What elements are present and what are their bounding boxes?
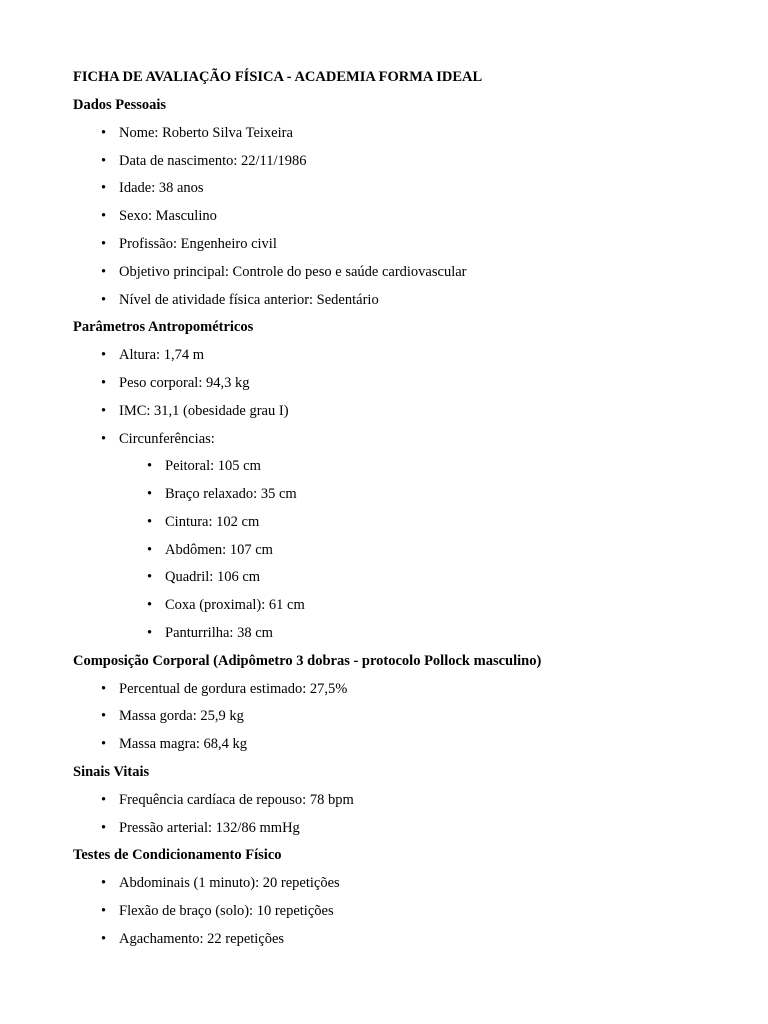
- list-item: • IMC: 31,1 (obesidade grau I): [119, 402, 289, 420]
- sub-list-item: • Panturrilha: 38 cm: [165, 624, 273, 642]
- list-item: • Massa magra: 68,4 kg: [119, 735, 247, 753]
- list-item: • Sexo: Masculino: [119, 207, 217, 225]
- list-item: • Data de nascimento: 22/11/1986: [119, 152, 307, 170]
- section-heading-sinais-vitais: Sinais Vitais: [73, 764, 150, 780]
- list-item: • Abdominais (1 minuto): 20 repetições: [119, 874, 340, 892]
- list-item: • Peso corporal: 94,3 kg: [119, 374, 249, 392]
- section-heading-antropometricos: Parâmetros Antropométricos: [73, 319, 254, 335]
- document-title: FICHA DE AVALIAÇÃO FÍSICA - ACADEMIA FORMA IDEAL: [73, 69, 483, 85]
- sub-list-item: • Cintura: 102 cm: [165, 513, 259, 531]
- sub-list-item: • Quadril: 106 cm: [165, 568, 260, 586]
- list-item: • Nome: Roberto Silva Teixeira: [119, 124, 293, 142]
- sub-list-item: • Peitoral: 105 cm: [165, 457, 261, 475]
- list-item: • Percentual de gordura estimado: 27,5%: [119, 680, 347, 698]
- list-item: • Frequência cardíaca de repouso: 78 bpm: [119, 791, 354, 809]
- list-item: • Massa gorda: 25,9 kg: [119, 707, 244, 725]
- section-heading-composicao: Composição Corporal (Adipômetro 3 dobras - protocolo Pollock masculino): [73, 653, 542, 669]
- list-item: • Pressão arterial: 132/86 mmHg: [119, 819, 300, 837]
- sub-list-item: • Abdômen: 107 cm: [165, 541, 273, 559]
- list-item: • Altura: 1,74 m: [119, 346, 204, 364]
- list-item: • Objetivo principal: Controle do peso e saúde cardiovascular: [119, 263, 467, 281]
- sub-list-item: • Coxa (proximal): 61 cm: [165, 596, 305, 614]
- section-heading-testes: Testes de Condicionamento Físico: [73, 847, 282, 863]
- list-item: • Flexão de braço (solo): 10 repetições: [119, 902, 334, 920]
- section-heading-dados-pessoais: Dados Pessoais: [73, 97, 167, 113]
- list-item: • Idade: 38 anos: [119, 179, 204, 197]
- sub-list-item: • Braço relaxado: 35 cm: [165, 485, 297, 503]
- list-item: • Agachamento: 22 repetições: [119, 930, 284, 948]
- list-item: • Profissão: Engenheiro civil: [119, 235, 277, 253]
- list-item: • Circunferências:: [119, 430, 215, 448]
- list-item: • Nível de atividade física anterior: Sedentário: [119, 291, 379, 309]
